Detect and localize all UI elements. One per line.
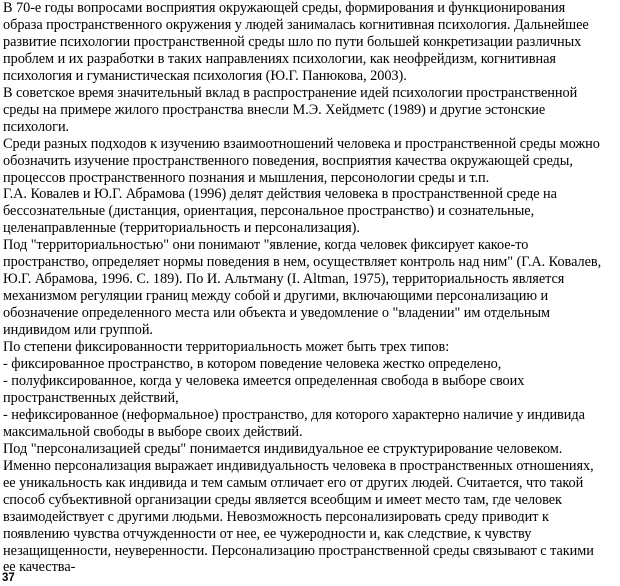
text-line: По степени фиксированности территориальность может быть трех типов: <box>3 339 450 356</box>
text-line: Под "территориальностью" они понимают "явление, когда человек фиксирует какое-то <box>3 237 529 254</box>
paragraph-1 <box>3 0 615 85</box>
text-line: ее уникальность как индивида и тем самым отличает его от других людей. Считается, что такой <box>3 474 584 491</box>
text-line: появлению чувства отчужденности от нее, ее чужеродности и, как следствие, к чувству <box>3 525 532 542</box>
text-line: обозначение определенного места или объекта и уведомление о "владении" им отдельным <box>3 305 551 322</box>
page-number: 37 <box>2 572 15 584</box>
list-item-fixed <box>3 356 615 373</box>
paragraph-5 <box>3 237 615 339</box>
list-item-semifixed <box>3 373 615 407</box>
text-line: Г.А. Ковалев и Ю.Г. Абрамова (1996) делят действия человека в пространственной среде на <box>3 186 557 203</box>
text-line: пространственных действий, <box>3 389 179 406</box>
text-line: Именно персонализация выражает индивидуальность человека в пространственных отношениях, <box>3 457 594 474</box>
text-line: целенаправленные (территориальность и персонализация). <box>3 220 360 237</box>
paragraph-6 <box>3 339 615 356</box>
paragraph-2 <box>3 85 615 136</box>
text-line: механизмом регуляции границ между собой и другими, включающими персонализацию и <box>3 288 549 305</box>
text-line: В 70-е годы вопросами восприятия окружающей среды, формирования и функционирования <box>3 0 566 16</box>
paragraph-3 <box>3 136 615 187</box>
text-line: максимальной свободы в выборе своих действий. <box>3 423 303 440</box>
text-line: ее качества- <box>3 559 76 576</box>
text-line: обозначить изучение пространственного поведения, восприятия качества окружающей среды, <box>3 152 573 169</box>
text-line: проблем и их разработки в таких направлениях психологии, как неофрейдизм, когнитивная <box>3 50 556 67</box>
text-line: процессов пространственного познания и мышления, персонологии среды и т.п. <box>3 169 490 186</box>
text-line: незащищенности, неуверенности. Персонализацию пространственной среды связывают с такими <box>3 542 594 559</box>
paragraph-personalization <box>3 441 615 577</box>
text-line: психология и гуманистическая психология (Ю.Г. Панюкова, 2003). <box>3 67 407 84</box>
text-line: Среди разных подходов к изучению взаимоотношений человека и пространственной среды можно <box>3 135 600 152</box>
text-line: - нефиксированное (неформальное) пространство, для которого характерно наличие у индивида <box>3 406 585 423</box>
paragraph-4 <box>3 186 615 237</box>
text-line: развитие психологии пространственной среды шло по пути большей конкретизации различных <box>3 33 582 50</box>
text-line: Под "персонализацией среды" понимается индивидуальное ее структурирование человеком. <box>3 440 563 457</box>
text-line: среды на примере жилого пространства внесли М.Э. Хейдметс (1989) и другие эстонские <box>3 101 546 118</box>
text-line: бессознательные (дистанция, ориентация, персональное пространство) и сознательные, <box>3 203 535 220</box>
text-line: - полуфиксированное, когда у человека имеется определенная свобода в выборе своих <box>3 372 525 389</box>
text-line: способ субъективной организации среды является всеобщим и имеет место там, где человек <box>3 491 562 508</box>
text-line: психологи. <box>3 118 70 135</box>
text-line: индивидом или группой. <box>3 322 153 339</box>
text-line: образа пространственного окружения у людей занималась когнитивная психология. Дальнейшее <box>3 16 589 33</box>
list-item-nonfixed <box>3 407 615 441</box>
text-line: В советское время значительный вклад в распространение идей психологии пространственной <box>3 84 578 101</box>
text-line: взаимодействует с другими людьми. Невозможность персонализировать среду приводит к <box>3 508 549 525</box>
text-line: Ю.Г. Абрамова, 1996. С. 189). По И. Альтману (I. Altman, 1975), территориальность является <box>3 271 565 288</box>
text-line: пространство, определяет нормы поведения в нем, осуществляет контроль над ним" (Г.А. Ковалев, <box>3 254 602 271</box>
document-page <box>3 0 615 576</box>
text-line: - фиксированное пространство, в котором поведение человека жестко определено, <box>3 356 502 373</box>
